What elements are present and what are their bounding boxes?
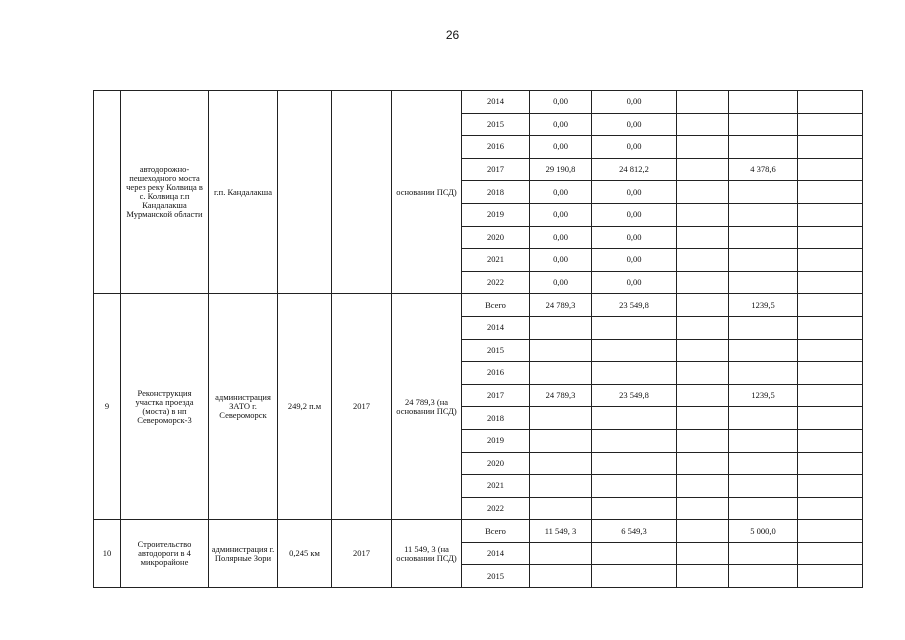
total-amount — [530, 362, 592, 385]
federal-amount: 0,00 — [592, 271, 677, 294]
column-6-value — [729, 91, 798, 114]
period-label: 2017 — [462, 158, 530, 181]
object-name: Реконструкция участка проезда (моста) в нп Североморск-3 — [121, 294, 209, 520]
column-6-value — [729, 429, 798, 452]
item-number: 9 — [94, 294, 121, 520]
period-label: 2018 — [462, 407, 530, 430]
column-7-value — [798, 339, 863, 362]
item-number: 10 — [94, 520, 121, 588]
total-amount — [530, 429, 592, 452]
period-label: 2021 — [462, 249, 530, 272]
investment-table — [93, 90, 863, 588]
column-5-value — [677, 475, 729, 498]
column-5-value — [677, 316, 729, 339]
federal-amount — [592, 316, 677, 339]
column-7-value — [798, 520, 863, 543]
column-6-value — [729, 497, 798, 520]
federal-amount: 0,00 — [592, 181, 677, 204]
federal-amount: 23 549,8 — [592, 294, 677, 317]
column-7-value — [798, 136, 863, 159]
total-amount: 0,00 — [530, 181, 592, 204]
period-label: 2020 — [462, 226, 530, 249]
column-5-value — [677, 497, 729, 520]
column-5-value — [677, 520, 729, 543]
column-5-value — [677, 113, 729, 136]
customer: администрация г. Полярные Зори — [209, 520, 278, 588]
capacity — [278, 91, 332, 294]
total-amount: 0,00 — [530, 136, 592, 159]
commissioning-year: 2017 — [332, 294, 392, 520]
total-amount: 11 549, 3 — [530, 520, 592, 543]
customer: г.п. Кандалакша — [209, 91, 278, 294]
column-6-value: 5 000,0 — [729, 520, 798, 543]
column-5-value — [677, 429, 729, 452]
column-7-value — [798, 362, 863, 385]
column-5-value — [677, 339, 729, 362]
column-6-value — [729, 271, 798, 294]
column-6-value: 4 378,6 — [729, 158, 798, 181]
item-number — [94, 91, 121, 294]
period-label: Всего — [462, 520, 530, 543]
period-label: 2018 — [462, 181, 530, 204]
total-amount: 0,00 — [530, 203, 592, 226]
column-7-value — [798, 271, 863, 294]
column-7-value — [798, 226, 863, 249]
federal-amount — [592, 475, 677, 498]
period-label: 2019 — [462, 429, 530, 452]
column-6-value — [729, 542, 798, 565]
federal-amount — [592, 429, 677, 452]
period-label: 2017 — [462, 384, 530, 407]
federal-amount — [592, 542, 677, 565]
column-7-value — [798, 158, 863, 181]
column-5-value — [677, 452, 729, 475]
period-label: 2015 — [462, 339, 530, 362]
column-5-value — [677, 362, 729, 385]
total-amount: 0,00 — [530, 113, 592, 136]
federal-amount: 0,00 — [592, 91, 677, 114]
column-5-value — [677, 542, 729, 565]
column-5-value — [677, 203, 729, 226]
column-6-value — [729, 339, 798, 362]
column-6-value — [729, 565, 798, 588]
object-name: автодорожно-пешеходного моста через реку Колвица в с. Колвица г.п Кандалакша Мурманской области — [121, 91, 209, 294]
total-amount: 29 190,8 — [530, 158, 592, 181]
period-label: Всего — [462, 294, 530, 317]
column-6-value — [729, 181, 798, 204]
period-label: 2020 — [462, 452, 530, 475]
total-amount — [530, 565, 592, 588]
column-5-value — [677, 271, 729, 294]
column-5-value — [677, 158, 729, 181]
column-7-value — [798, 542, 863, 565]
object-name: Строительство автодороги в 4 микрорайоне — [121, 520, 209, 588]
table-row — [94, 91, 863, 114]
column-5-value — [677, 136, 729, 159]
total-amount — [530, 497, 592, 520]
column-6-value — [729, 407, 798, 430]
federal-amount: 0,00 — [592, 136, 677, 159]
total-amount: 0,00 — [530, 91, 592, 114]
column-6-value — [729, 113, 798, 136]
federal-amount: 0,00 — [592, 249, 677, 272]
column-6-value — [729, 452, 798, 475]
total-amount: 0,00 — [530, 249, 592, 272]
column-7-value — [798, 316, 863, 339]
period-label: 2014 — [462, 542, 530, 565]
total-amount: 24 789,3 — [530, 384, 592, 407]
commissioning-year — [332, 91, 392, 294]
column-7-value — [798, 452, 863, 475]
capacity: 249,2 п.м — [278, 294, 332, 520]
column-5-value — [677, 294, 729, 317]
table-row — [94, 520, 863, 543]
column-5-value — [677, 91, 729, 114]
column-6-value — [729, 136, 798, 159]
federal-amount: 0,00 — [592, 113, 677, 136]
column-7-value — [798, 407, 863, 430]
column-6-value — [729, 475, 798, 498]
federal-amount: 0,00 — [592, 226, 677, 249]
column-7-value — [798, 565, 863, 588]
period-label: 2022 — [462, 497, 530, 520]
total-amount: 24 789,3 — [530, 294, 592, 317]
column-7-value — [798, 384, 863, 407]
column-5-value — [677, 181, 729, 204]
column-7-value — [798, 475, 863, 498]
period-label: 2021 — [462, 475, 530, 498]
total-amount — [530, 452, 592, 475]
total-amount — [530, 407, 592, 430]
federal-amount: 0,00 — [592, 203, 677, 226]
federal-amount — [592, 565, 677, 588]
customer: администрация ЗАТО г. Североморск — [209, 294, 278, 520]
column-7-value — [798, 294, 863, 317]
total-amount — [530, 475, 592, 498]
period-label: 2014 — [462, 91, 530, 114]
period-label: 2015 — [462, 113, 530, 136]
period-label: 2022 — [462, 271, 530, 294]
federal-amount: 24 812,2 — [592, 158, 677, 181]
column-7-value — [798, 203, 863, 226]
column-6-value: 1239,5 — [729, 384, 798, 407]
federal-amount — [592, 339, 677, 362]
estimated-cost: 11 549, 3 (на основании ПСД) — [392, 520, 462, 588]
total-amount: 0,00 — [530, 271, 592, 294]
period-label: 2015 — [462, 565, 530, 588]
capacity: 0,245 км — [278, 520, 332, 588]
column-7-value — [798, 497, 863, 520]
estimated-cost: основании ПСД) — [392, 91, 462, 294]
table-body — [94, 91, 863, 588]
federal-amount: 23 549,8 — [592, 384, 677, 407]
column-5-value — [677, 249, 729, 272]
commissioning-year: 2017 — [332, 520, 392, 588]
period-label: 2019 — [462, 203, 530, 226]
total-amount — [530, 316, 592, 339]
column-5-value — [677, 384, 729, 407]
column-6-value: 1239,5 — [729, 294, 798, 317]
federal-amount — [592, 362, 677, 385]
column-6-value — [729, 316, 798, 339]
column-7-value — [798, 249, 863, 272]
federal-amount: 6 549,3 — [592, 520, 677, 543]
column-6-value — [729, 362, 798, 385]
column-7-value — [798, 113, 863, 136]
total-amount: 0,00 — [530, 226, 592, 249]
column-7-value — [798, 181, 863, 204]
total-amount — [530, 339, 592, 362]
table-row — [94, 294, 863, 317]
column-7-value — [798, 91, 863, 114]
column-5-value — [677, 565, 729, 588]
federal-amount — [592, 407, 677, 430]
period-label: 2016 — [462, 136, 530, 159]
column-5-value — [677, 407, 729, 430]
federal-amount — [592, 452, 677, 475]
period-label: 2016 — [462, 362, 530, 385]
column-6-value — [729, 203, 798, 226]
total-amount — [530, 542, 592, 565]
column-7-value — [798, 429, 863, 452]
period-label: 2014 — [462, 316, 530, 339]
federal-amount — [592, 497, 677, 520]
column-5-value — [677, 226, 729, 249]
estimated-cost: 24 789,3 (на основании ПСД) — [392, 294, 462, 520]
column-6-value — [729, 226, 798, 249]
column-6-value — [729, 249, 798, 272]
page-number: 26 — [445, 28, 460, 42]
